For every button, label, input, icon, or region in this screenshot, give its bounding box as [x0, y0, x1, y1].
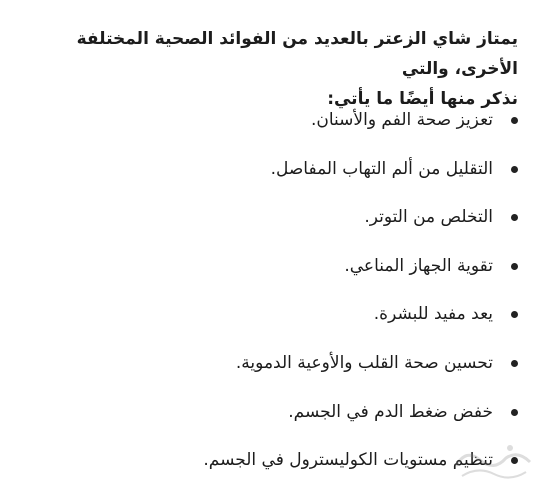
bullet-icon	[511, 311, 518, 318]
list-item	[20, 251, 518, 300]
list-item	[20, 299, 518, 348]
benefit-text: تقوية الجهاز المناعي.	[344, 255, 493, 276]
intro-line-1: يمتاز شاي الزعتر بالعديد من الفوائد الصحية المختلفة الأخرى، والتي	[76, 29, 518, 79]
benefit-text: التقليل من ألم التهاب المفاصل.	[270, 158, 493, 179]
benefit-text: تنظيم مستويات الكوليسترول في الجسم.	[203, 450, 493, 471]
list-item	[20, 397, 518, 446]
bullet-icon	[511, 360, 518, 367]
benefit-text: يعد مفيد للبشرة.	[373, 304, 493, 325]
bullet-icon	[511, 117, 518, 124]
intro-line-2: نذكر منها أيضًا ما يأتي:	[327, 89, 518, 109]
bullet-icon	[511, 409, 518, 416]
benefit-text: تحسين صحة القلب والأوعية الدموية.	[235, 352, 493, 373]
benefit-text: التخلص من التوتر.	[364, 207, 493, 228]
list-item	[20, 202, 518, 251]
list-item	[20, 154, 518, 203]
benefit-text: خفض ضغط الدم في الجسم.	[288, 401, 493, 422]
intro-paragraph	[20, 24, 518, 114]
list-item	[20, 105, 518, 154]
watermark-logo-icon	[448, 436, 538, 486]
bullet-icon	[511, 214, 518, 221]
benefits-list	[20, 105, 518, 494]
bullet-icon	[511, 263, 518, 270]
benefit-text: تعزيز صحة الفم والأسنان.	[310, 110, 493, 130]
bullet-icon	[511, 166, 518, 173]
list-item	[20, 445, 518, 494]
list-item	[20, 348, 518, 397]
